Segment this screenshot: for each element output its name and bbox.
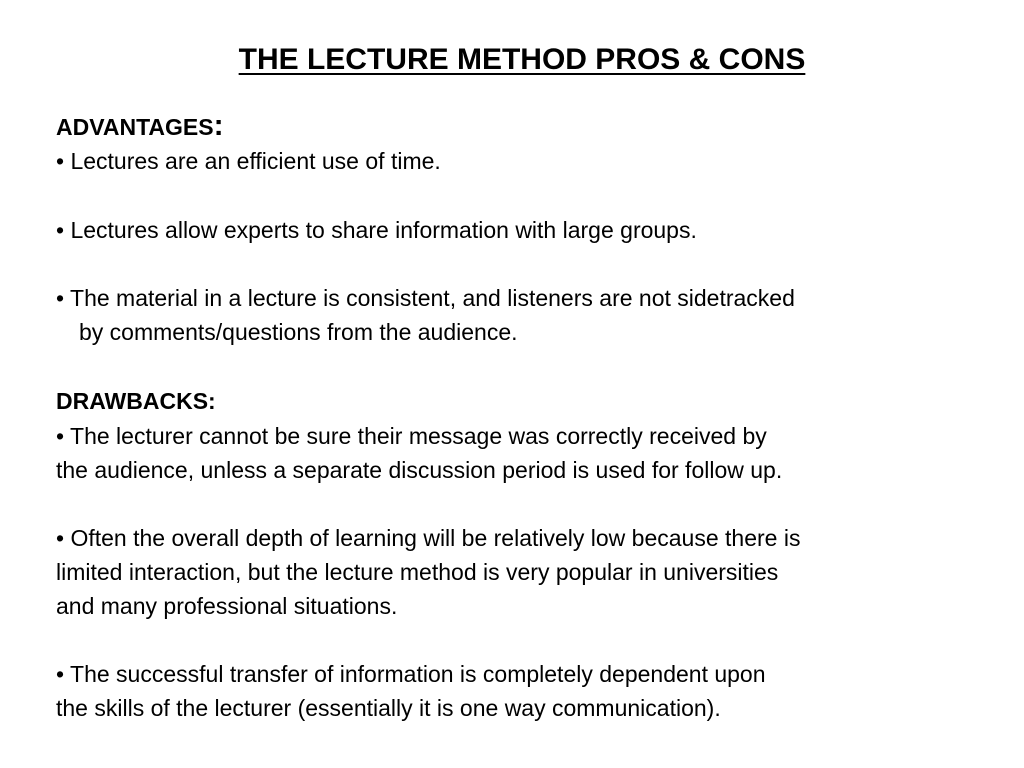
advantages-heading-colon: :: [213, 109, 224, 142]
drawback-item-3-line-1: • The successful transfer of information is completely dependent upon: [56, 661, 766, 687]
advantage-item-3-line-2: by comments/questions from the audience.: [79, 319, 518, 345]
drawback-item-2-line-3: and many professional situations.: [56, 593, 398, 619]
drawback-item-1-line-2: the audience, unless a separate discussion period is used for follow up.: [56, 457, 783, 483]
advantages-heading-text: ADVANTAGES: [56, 114, 214, 140]
slide-title: THE LECTURE METHOD PROS & CONS: [238, 43, 806, 76]
drawback-item-2-line-2: limited interaction, but the lecture method is very popular in universities: [56, 559, 779, 585]
drawback-item-3-line-2: the skills of the lecturer (essentially it is one way communication).: [56, 695, 721, 721]
advantages-heading: [56, 109, 224, 142]
advantage-item-1: • Lectures are an efficient use of time.: [56, 148, 441, 174]
advantage-item-3-line-1: • The material in a lecture is consistent, and listeners are not sidetracked: [56, 285, 795, 311]
advantage-item-2: • Lectures allow experts to share information with large groups.: [56, 217, 697, 243]
drawback-item-1-line-1: • The lecturer cannot be sure their message was correctly received by: [56, 423, 767, 449]
drawback-item-2-line-1: • Often the overall depth of learning will be relatively low because there is: [56, 525, 801, 551]
drawbacks-heading: DRAWBACKS:: [56, 388, 216, 414]
